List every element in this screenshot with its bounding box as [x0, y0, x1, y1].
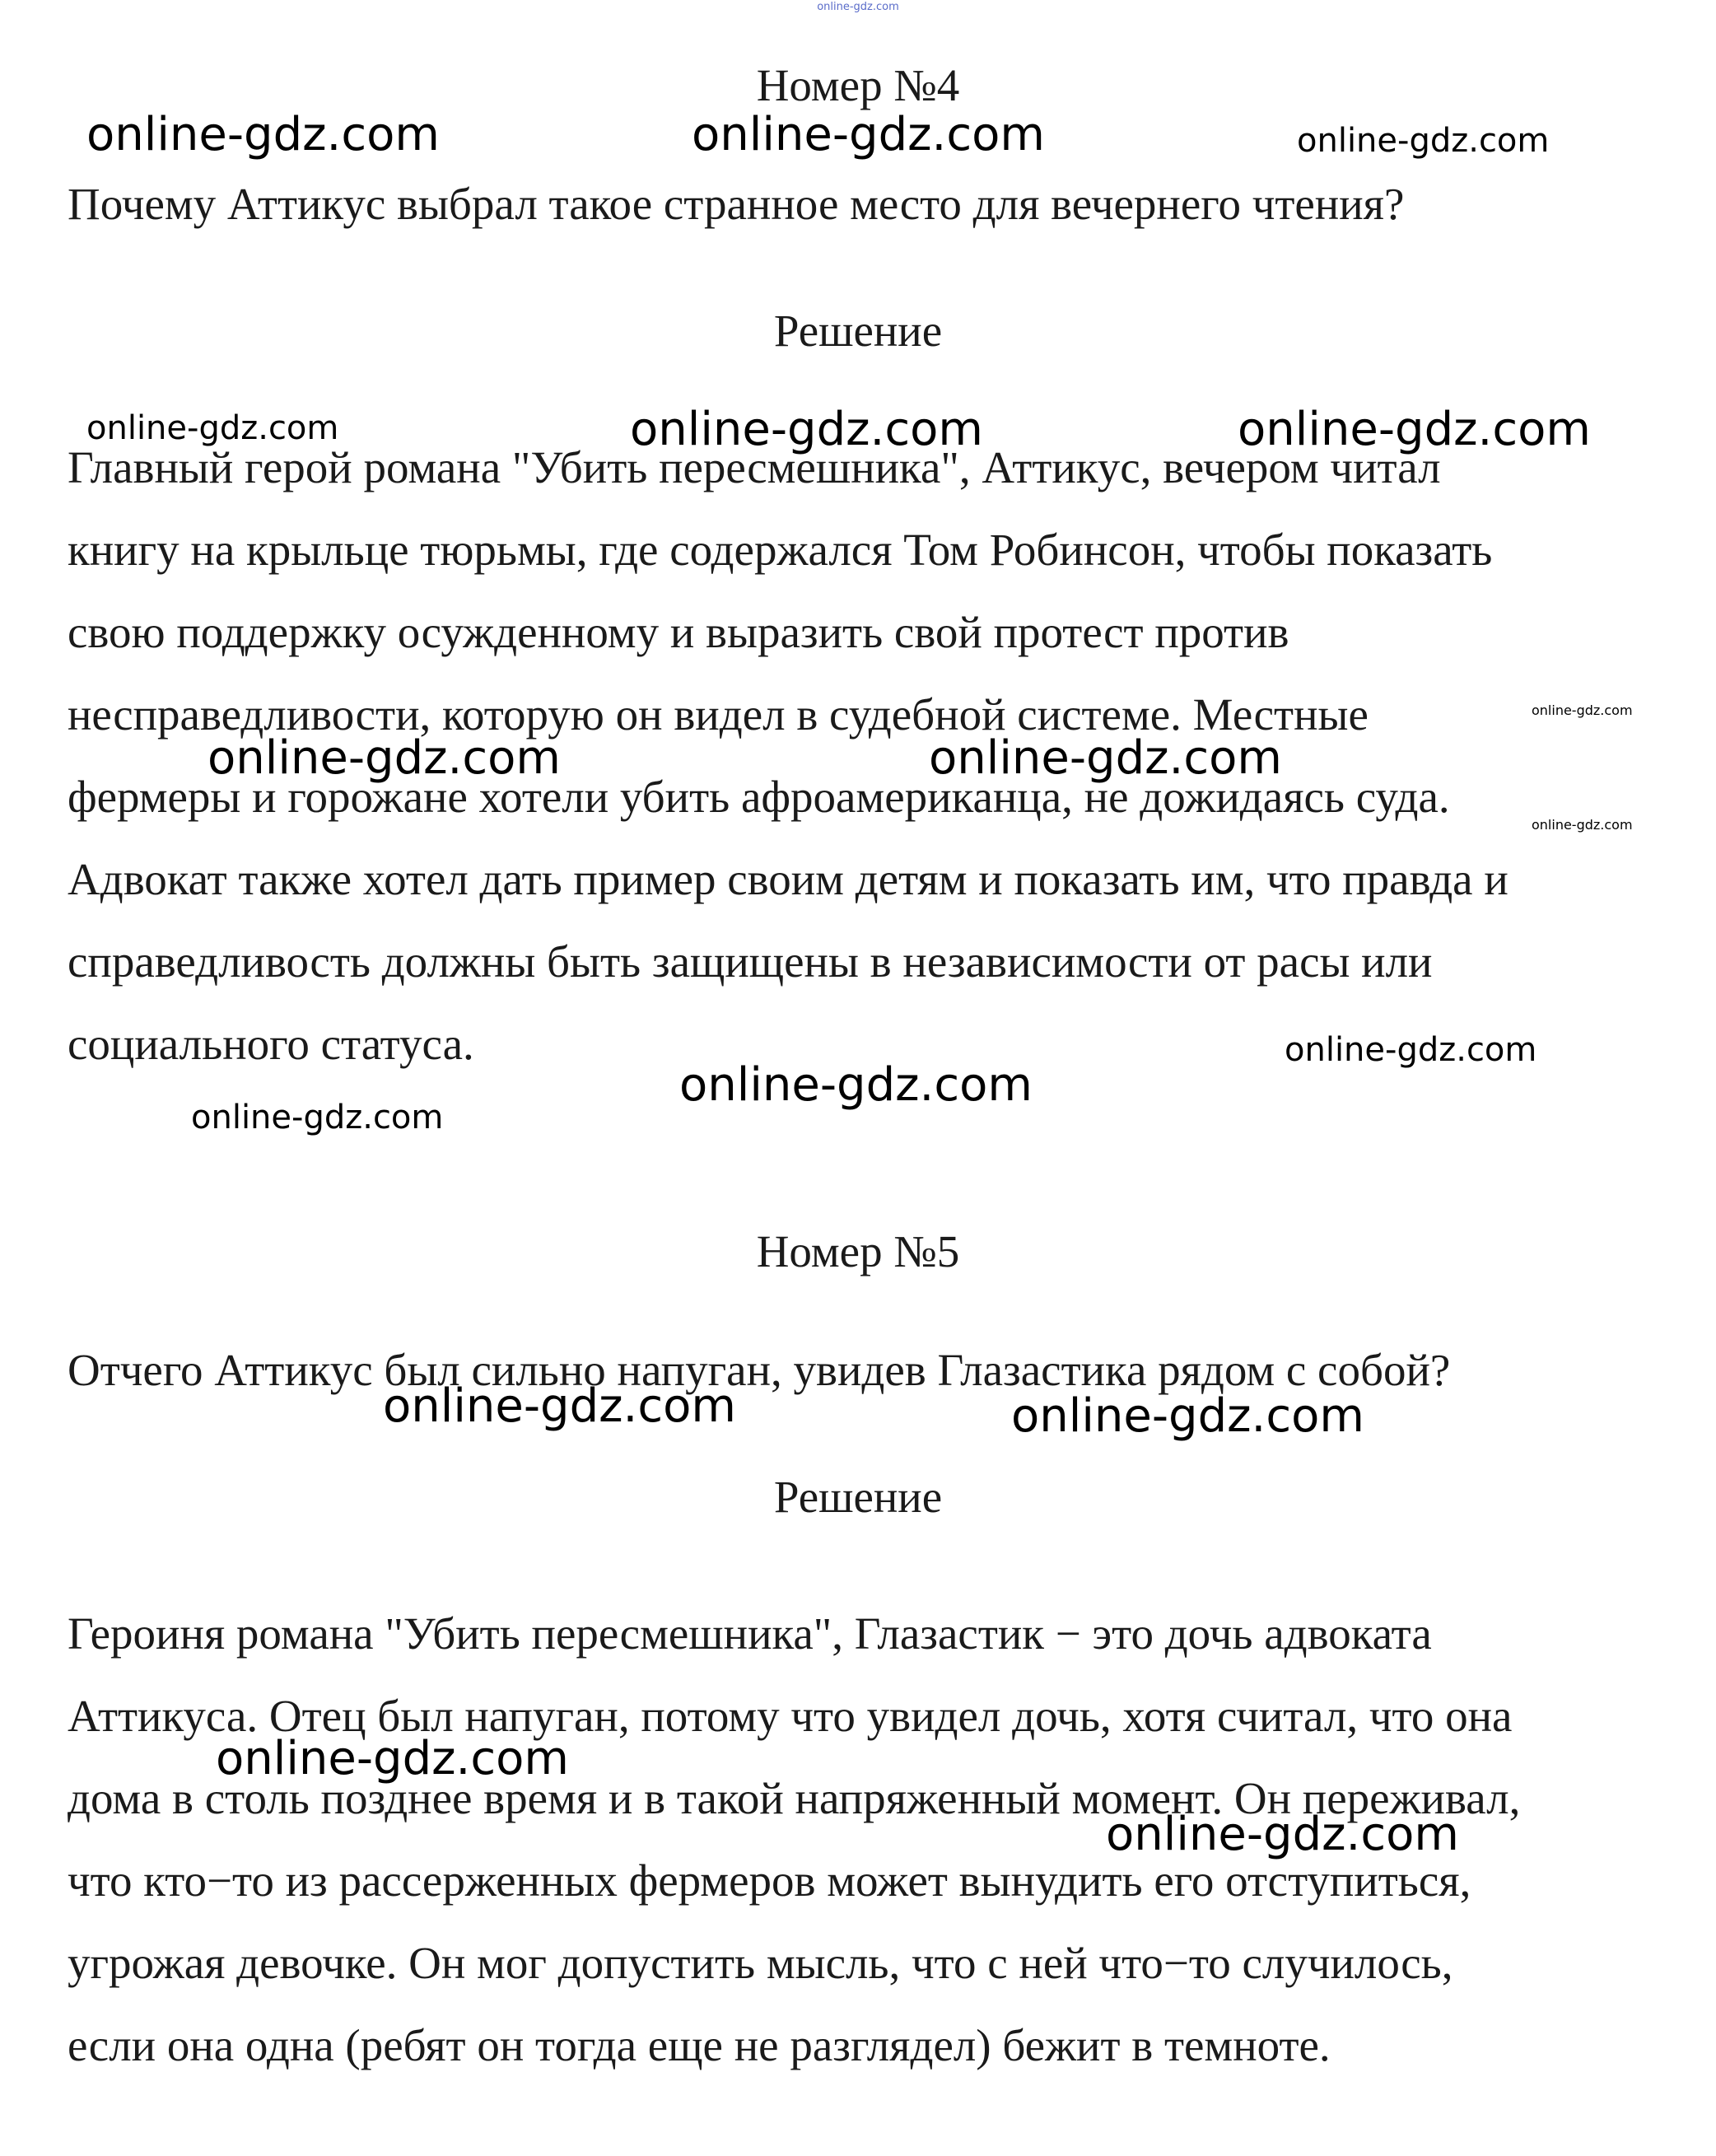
section-5-question: Отчего Аттикус был сильно напуган, увидев Глазастика рядом с собой?	[68, 1345, 1451, 1395]
watermark: online-gdz.com	[1532, 702, 1633, 718]
top-watermark: online-gdz.com	[817, 1, 899, 13]
section-5-title: Номер №5	[756, 1226, 960, 1276]
section-4-question: Почему Аттикус выбрал такое странное место для вечернего чтения?	[68, 179, 1405, 229]
watermark: online-gdz.com	[630, 403, 983, 456]
answer-line: дома в столь позднее время и в такой напряженный момент. Он переживал,	[68, 1773, 1521, 1823]
answer-line: справедливость должны быть защищены в независимости от расы или	[68, 936, 1433, 987]
answer-line: Адвокат также хотел дать пример своим детям и показать им, что правда и	[68, 854, 1508, 904]
answer-line: угрожая девочке. Он мог допустить мысль, что с ней что−то случилось,	[68, 1938, 1453, 1988]
watermark: online-gdz.com	[1238, 403, 1591, 456]
watermark: online-gdz.com	[208, 731, 561, 785]
watermark: online-gdz.com	[1285, 1031, 1537, 1069]
watermark: online-gdz.com	[383, 1379, 736, 1433]
answer-line: социального статуса.	[68, 1019, 474, 1069]
section-5-solution-label: Решение	[773, 1472, 943, 1522]
watermark: online-gdz.com	[191, 1099, 444, 1136]
section-4-title: Номер №4	[756, 60, 960, 110]
watermark: online-gdz.com	[86, 409, 339, 447]
watermark: online-gdz.com	[216, 1732, 569, 1785]
answer-line: книгу на крыльце тюрьмы, где содержался Том Робинсон, чтобы показать	[68, 525, 1493, 575]
watermark: online-gdz.com	[679, 1058, 1033, 1112]
answer-line: Героиня романа "Убить пересмешника", Глазастик − это дочь адвоката	[68, 1608, 1432, 1659]
watermark: online-gdz.com	[1532, 817, 1633, 833]
watermark: online-gdz.com	[1297, 122, 1550, 160]
watermark: online-gdz.com	[929, 731, 1282, 785]
answer-line: фермеры и горожане хотели убить афроамериканца, не дожидаясь суда.	[68, 772, 1450, 822]
answer-line: свою поддержку осужденному и выразить свой протест против	[68, 607, 1289, 657]
answer-line: несправедливости, которую он видел в судебной системе. Местные	[68, 689, 1369, 740]
watermark: online-gdz.com	[86, 108, 440, 161]
section-4-solution-label: Решение	[773, 306, 943, 356]
answer-line: что кто−то из рассерженных фермеров может вынудить его отступиться,	[68, 1855, 1471, 1906]
watermark: online-gdz.com	[1106, 1808, 1459, 1861]
watermark: online-gdz.com	[692, 108, 1045, 161]
watermark: online-gdz.com	[1011, 1389, 1364, 1443]
answer-line: Аттикуса. Отец был напуган, потому что увидел дочь, хотя считал, что она	[68, 1691, 1513, 1741]
answer-line: Главный герой романа "Убить пересмешника", Аттикус, вечером читал	[68, 442, 1441, 492]
answer-line: если она одна (ребят он тогда еще не разглядел) бежит в темноте.	[68, 2020, 1331, 2070]
